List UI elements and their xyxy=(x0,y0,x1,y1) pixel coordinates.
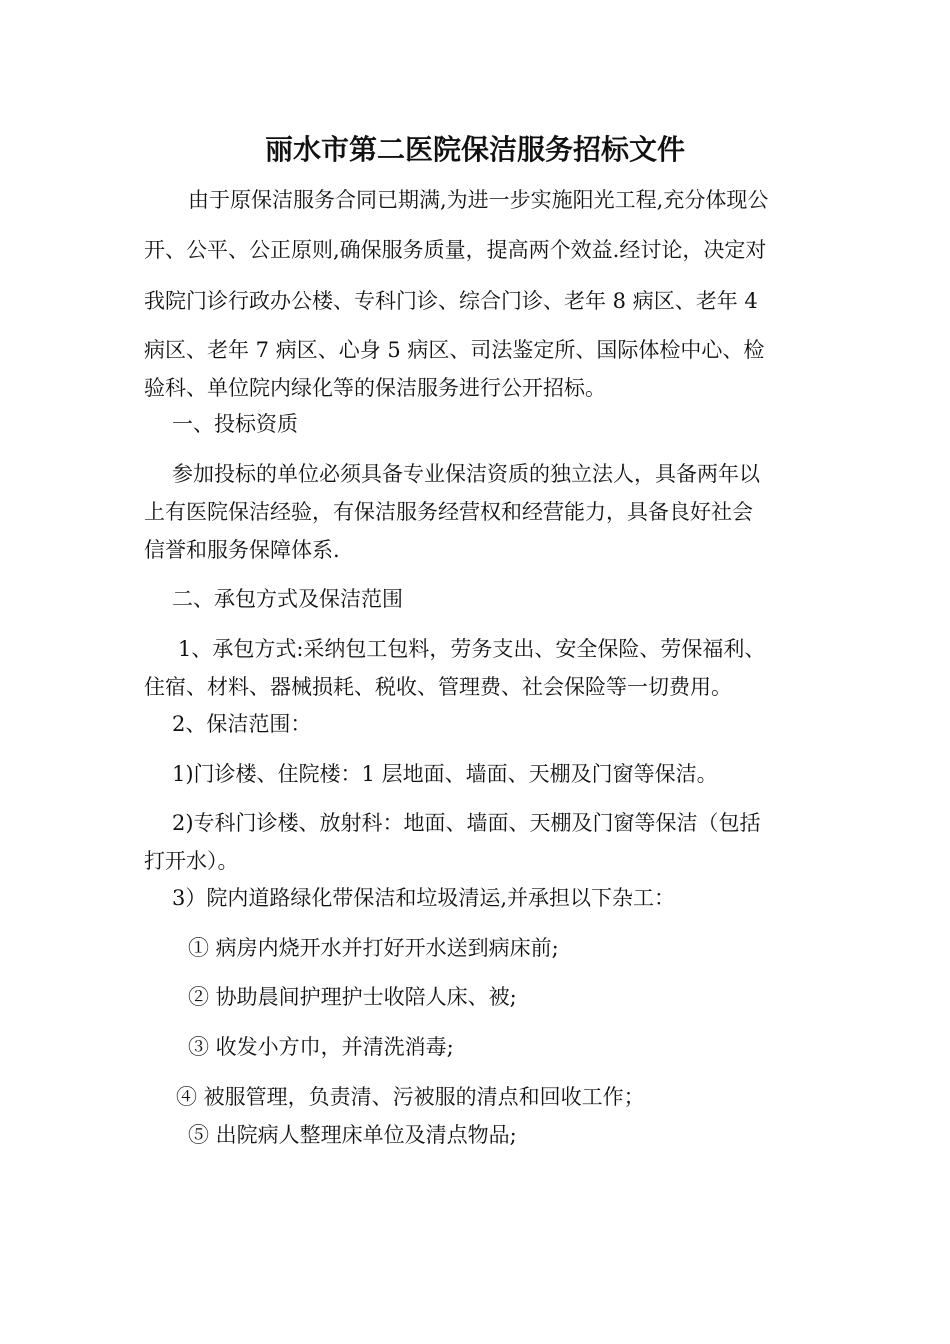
section-heading-scope: 二、承包方式及保洁范围 xyxy=(172,587,403,611)
paragraph-qualification-line-3: 信誉和服务保障体系. xyxy=(144,538,340,562)
scope-item-3: 3）院内道路绿化带保洁和垃圾清运,并承担以下杂工： xyxy=(172,886,676,910)
task-item-4: ④ 被服管理，负责清、污被服的清点和回收工作； xyxy=(176,1085,645,1109)
paragraph-contract-line-2: 住宿、材料、器械损耗、税收、管理费、社会保险等一切费用。 xyxy=(144,675,732,699)
scope-item-1: 1)门诊楼、住院楼：1 层地面、墙面、天棚及门窗等保洁。 xyxy=(172,762,718,786)
task-item-2: ② 协助晨间护理护士收陪人床、被; xyxy=(188,985,517,1009)
paragraph-intro-line-1: 由于原保洁服务合同已期满,为进一步实施阳光工程,充分体现公 xyxy=(188,188,769,212)
paragraph-qualification-line-2: 上有医院保洁经验，有保洁服务经营权和经营能力，具备良好社会 xyxy=(144,500,753,524)
task-item-3: ③ 收发小方巾，并清洗消毒; xyxy=(188,1035,454,1059)
paragraph-intro-line-2: 开、公平、公正原则,确保服务质量，提高两个效益.经讨论，决定对 xyxy=(144,238,767,262)
paragraph-intro-line-3: 我院门诊行政办公楼、专科门诊、综合门诊、老年 8 病区、老年 4 xyxy=(144,289,758,313)
task-item-1: ① 病房内烧开水并打好开水送到病床前; xyxy=(188,936,559,960)
section-heading-qualification: 一、投标资质 xyxy=(172,412,298,436)
scope-item-2-line-2: 打开水）。 xyxy=(144,849,239,873)
document-title: 丽水市第二医院保洁服务招标文件 xyxy=(264,133,685,166)
paragraph-contract-line-1: 1、承包方式:采纳包工包料，劳务支出、安全保险、劳保福利、 xyxy=(178,637,766,661)
paragraph-intro-line-4: 病区、老年 7 病区、心身 5 病区、司法鉴定所、国际体检中心、检 xyxy=(144,338,765,362)
task-item-5: ⑤ 出院病人整理床单位及清点物品; xyxy=(188,1123,517,1147)
paragraph-intro-line-5: 验科、单位院内绿化等的保洁服务进行公开招标。 xyxy=(144,376,606,400)
scope-item-2-line-1: 2)专科门诊楼、放射科：地面、墙面、天棚及门窗等保洁（包括 xyxy=(172,811,761,835)
subheading-cleaning-scope: 2、保洁范围： xyxy=(172,712,312,736)
paragraph-qualification-line-1: 参加投标的单位必须具备专业保洁资质的独立法人，具备两年以 xyxy=(172,462,760,486)
